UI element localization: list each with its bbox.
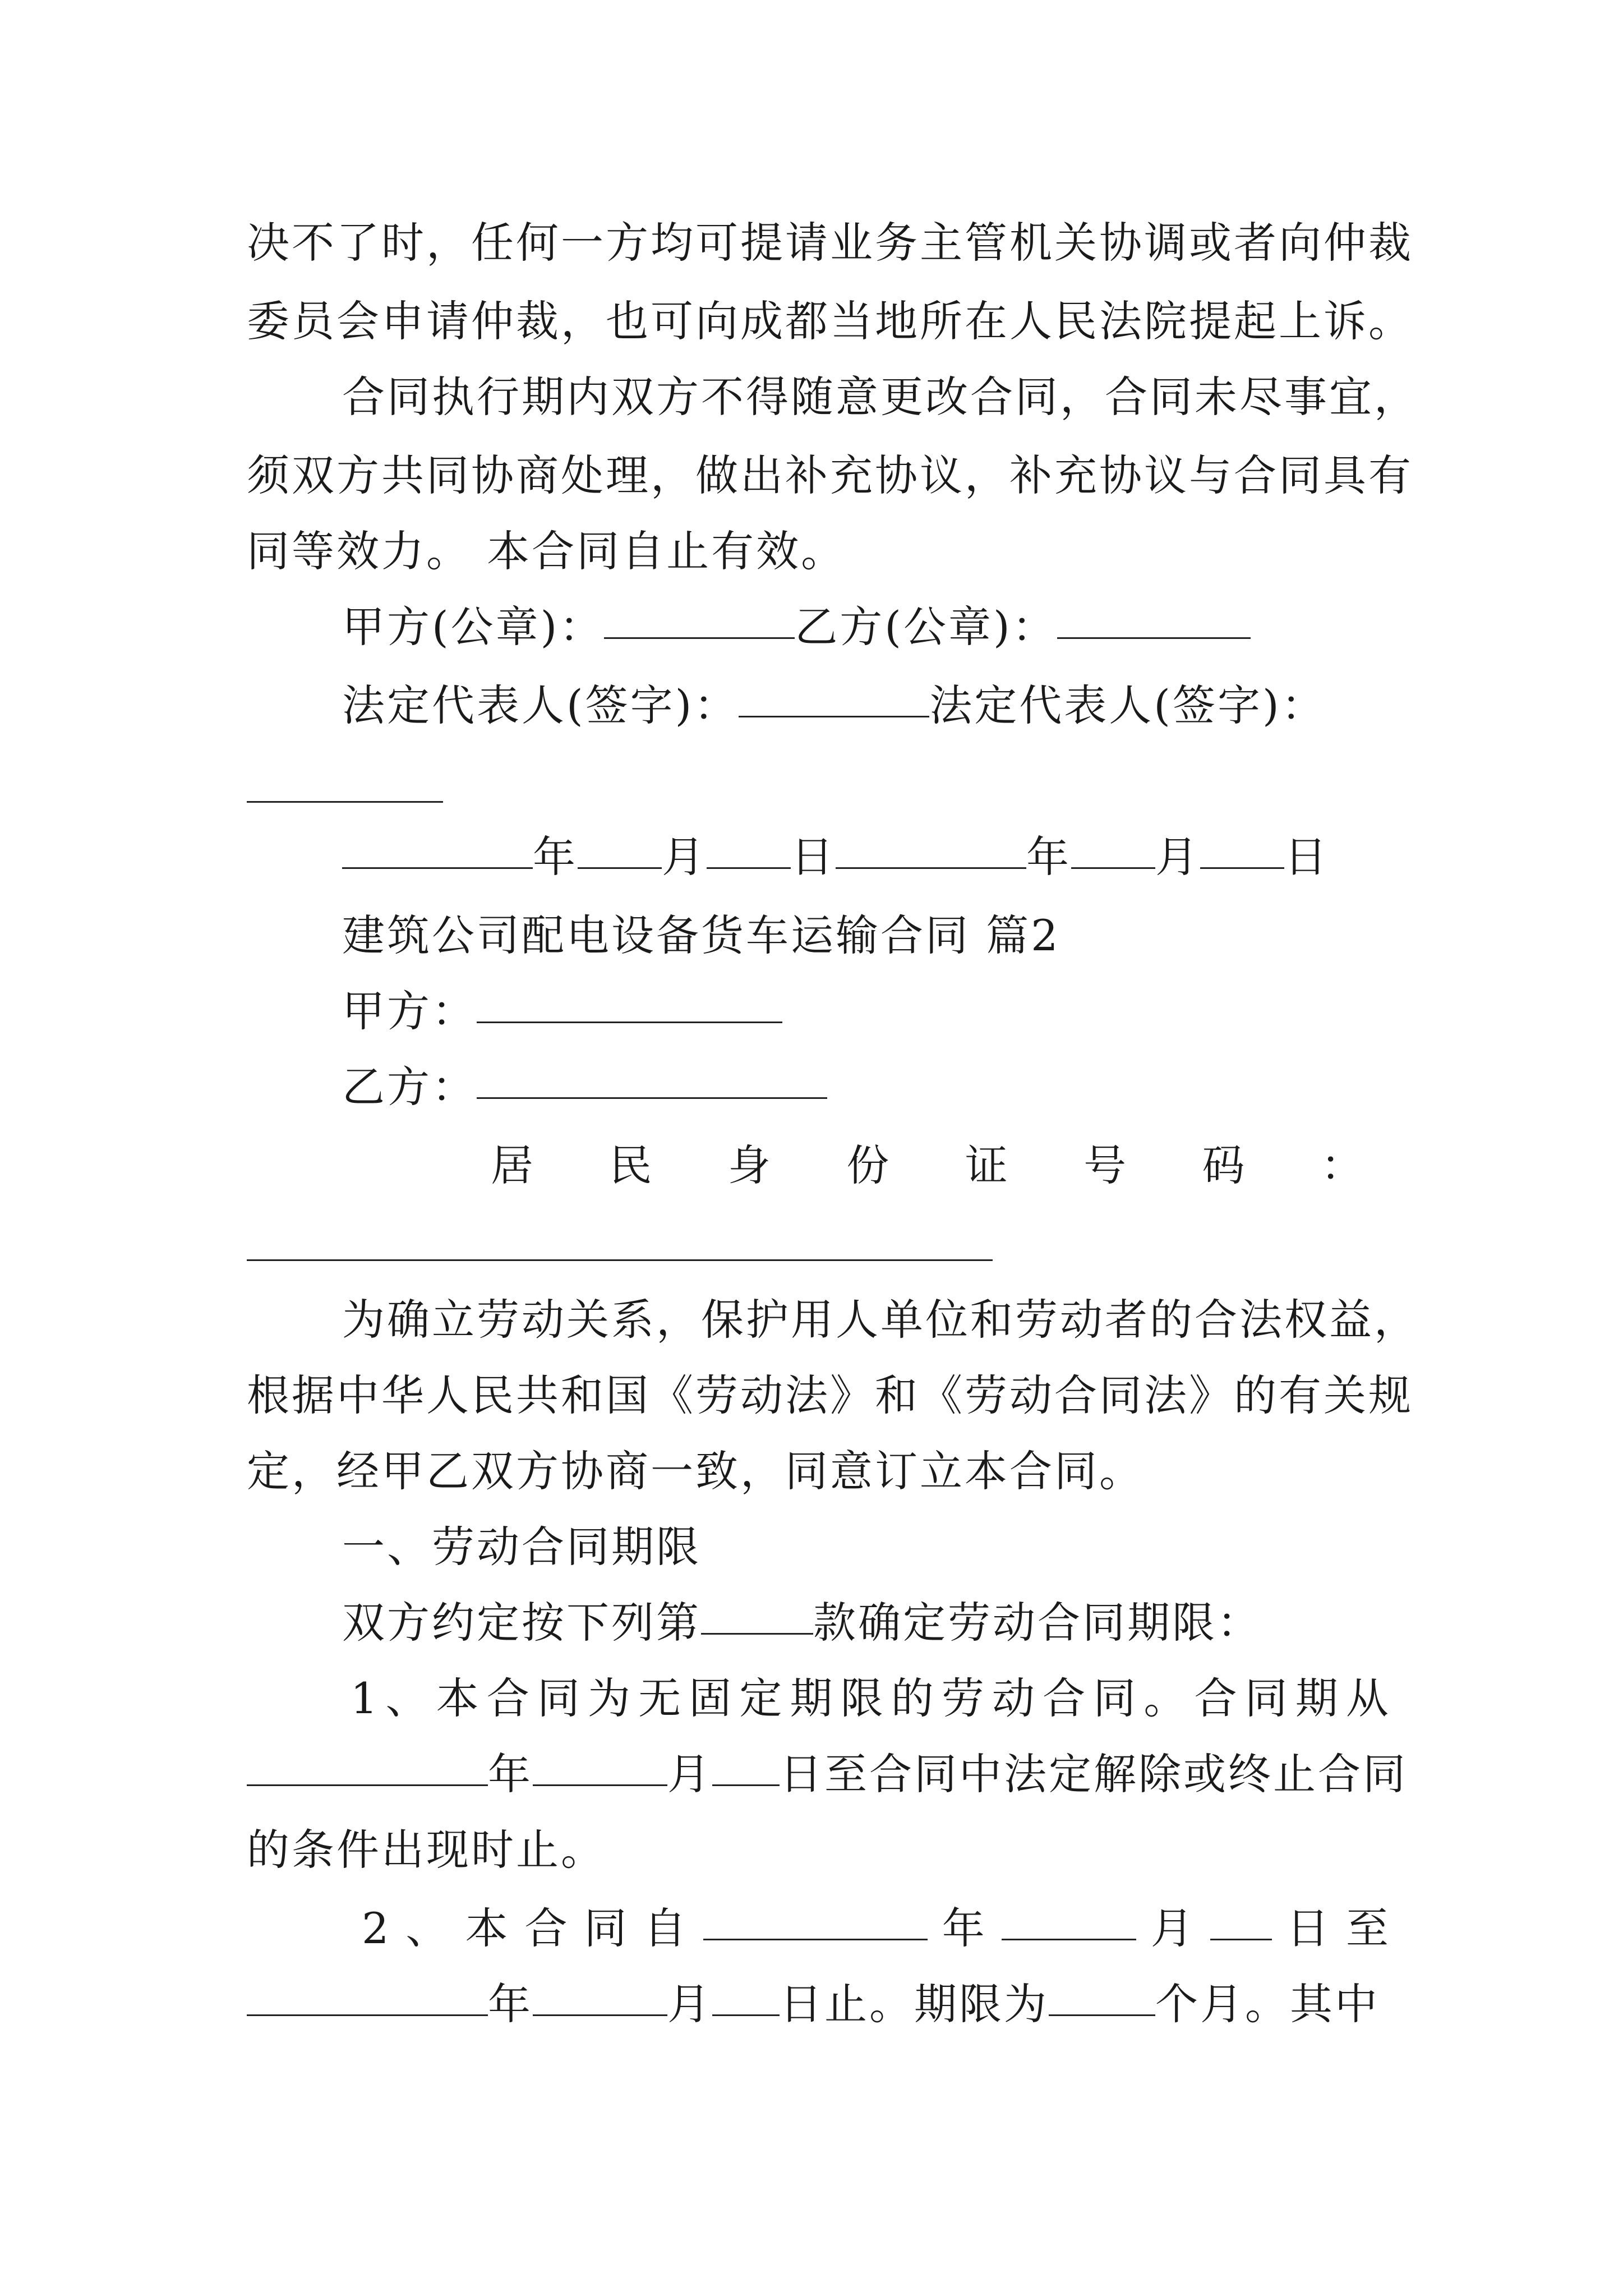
date-b-year-blank[interactable] [836,830,1026,869]
paragraph-line: 须双方共同协商处理，做出补充协议，补充协议与合同具有 [247,450,1413,500]
item-char: 期 [790,1673,835,1723]
item-char: 固 [689,1673,734,1723]
paragraph-line: 为确立劳动关系，保护用人单位和劳动者的合法权益， [342,1295,1419,1345]
party-a-line [342,984,1486,1038]
paragraph-line: 决不了时，任何一方均可提请业务主管机关协调或者向仲裁 [247,218,1413,268]
date-a-day-blank[interactable] [707,830,791,869]
rep-a-label: 法定代表人(签字)： [342,680,739,730]
item2-end-year-blank[interactable] [247,1977,488,2016]
day-label: 日 [1284,832,1329,882]
party-b-blank[interactable] [477,1060,827,1099]
item-char: 合 [1043,1673,1088,1723]
item-char: 同 [1093,1673,1138,1723]
item2-text: 日止。期限为 [780,1979,1049,2029]
party-b-label: 乙方： [342,1062,477,1112]
paragraph-line: 委员会申请仲裁，也可向成都当地所在人民法院提起上诉。 [247,296,1413,346]
item-char: 本 [465,1903,510,1953]
item-char: 自 [643,1903,689,1953]
item-char: 合 [486,1673,532,1723]
year-label: 年 [488,1749,533,1799]
item-char: 定 [739,1673,785,1723]
item-char: 为 [587,1673,633,1723]
section-title: 建筑公司配电设备货车运输合同 篇2 [342,910,1061,960]
term-choice-text: 款确定劳动合同期限： [813,1598,1262,1648]
item-char: 1 [351,1673,380,1723]
date-line [342,830,1486,884]
date-b-day-blank[interactable] [1200,830,1284,869]
date-b-month-blank[interactable] [1071,830,1155,869]
id-number-blank[interactable] [247,1259,993,1261]
item1-date-line [247,1747,1408,1801]
party-a-seal-label: 甲方(公章)： [342,602,605,652]
id-char: 证 [965,1140,1010,1190]
party-b-seal-blank[interactable] [1057,600,1251,639]
item2-text: 个月。其中 [1155,1979,1380,2029]
item2-start-day-blank[interactable] [1210,1902,1272,1940]
paragraph-line: 定，经甲乙双方协商一致，同意订立本合同。 [247,1446,1144,1496]
item-char: 2 [362,1903,391,1953]
month-label: 月 [1150,1903,1196,1953]
item1-year-blank[interactable] [247,1747,488,1786]
month-label: 月 [662,832,707,882]
month-label: 月 [667,1749,712,1799]
item-char: 从 [1345,1673,1391,1723]
year-label: 年 [1026,832,1071,882]
item-char: 动 [992,1673,1037,1723]
item-char: 期 [1295,1673,1340,1723]
item1-line [351,1672,1391,1726]
id-char: 号 [1083,1140,1129,1190]
item2-end-line [247,1977,1391,2031]
item-char: 日 [1286,1903,1331,1953]
party-a-blank[interactable] [477,984,782,1023]
id-char: 居 [491,1140,536,1190]
year-label: 年 [533,832,578,882]
item-char: 合 [524,1903,570,1953]
id-char: ： [1320,1140,1366,1190]
item2-line [362,1902,1391,1955]
month-label: 月 [1155,832,1200,882]
term-choice-text: 双方约定按下列第 [342,1598,701,1648]
item2-end-month-blank[interactable] [533,1977,667,2016]
item-char: 。 [1144,1673,1189,1723]
id-char: 份 [846,1140,892,1190]
item-char: 的 [891,1673,936,1723]
item2-end-day-blank[interactable] [712,1977,780,2016]
item-char: 无 [638,1673,684,1723]
id-char: 码 [1202,1140,1247,1190]
id-number-label [491,1139,1366,1193]
month-label: 月 [667,1979,712,2029]
paragraph-line: 的条件出现时止。 [247,1825,606,1875]
item1-day-blank[interactable] [712,1747,780,1786]
paragraph-line: 同等效力。 本合同自止有效。 [247,526,846,576]
item1-text: 日至合同中法定解除或终止合同 [780,1749,1408,1799]
date-a-month-blank[interactable] [578,830,662,869]
item2-start-month-blank[interactable] [1002,1902,1136,1940]
item-char: 、 [405,1903,451,1953]
heading-contract-term: 一、劳动合同期限 [342,1522,701,1572]
party-a-seal-blank[interactable] [604,600,795,639]
id-char: 身 [727,1140,773,1190]
rep-a-blank[interactable] [739,679,929,717]
term-choice-line [342,1596,1486,1650]
day-label: 日 [791,832,836,882]
item-char: 同 [584,1903,629,1953]
party-b-line [342,1060,1486,1114]
item-char: 至 [1345,1903,1391,1953]
item1-month-blank[interactable] [533,1747,667,1786]
paragraph-line: 合同执行期内双方不得随意更改合同，合同未尽事宜， [342,372,1419,422]
party-b-seal-label: 乙方(公章)： [795,602,1057,652]
rep-b-blank[interactable] [247,801,443,803]
year-label: 年 [488,1979,533,2029]
representative-line [342,679,1486,733]
date-a-year-blank[interactable] [342,830,533,869]
seal-line [342,600,1486,654]
year-label: 年 [942,1903,987,1953]
item-char: 劳 [941,1673,986,1723]
paragraph-line: 根据中华人民共和国《劳动法》和《劳动合同法》的有关规 [247,1370,1413,1420]
item-char: 限 [840,1673,886,1723]
id-char: 民 [609,1140,654,1190]
item-char: 、 [385,1673,431,1723]
item2-start-year-blank[interactable] [703,1902,928,1940]
item-char: 本 [436,1673,481,1723]
term-choice-blank[interactable] [701,1596,813,1635]
item2-months-blank[interactable] [1049,1977,1155,2016]
party-a-label: 甲方： [342,986,477,1036]
item-char: 同 [537,1673,582,1723]
item-char: 同 [1244,1673,1290,1723]
item-char: 合 [1194,1673,1239,1723]
rep-b-label: 法定代表人(签字)： [929,680,1326,730]
